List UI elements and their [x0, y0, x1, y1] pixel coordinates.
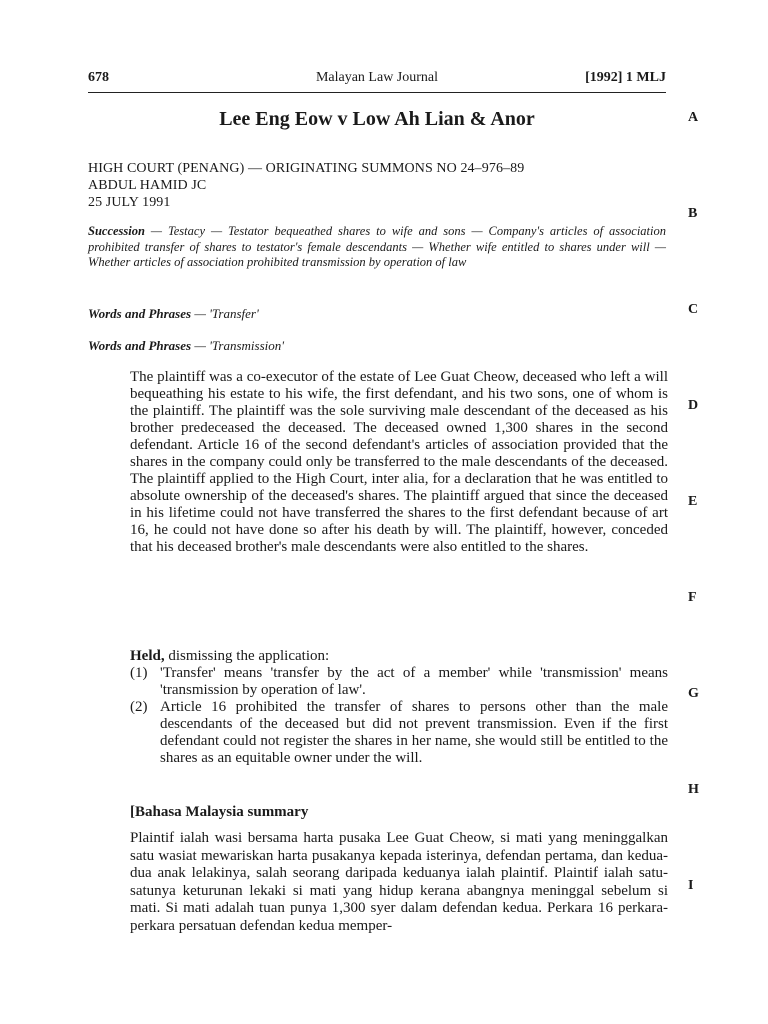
held-label: Held, — [130, 648, 165, 664]
summary-heading: [Bahasa Malaysia summary — [130, 804, 309, 820]
margin-letter-c: C — [688, 302, 699, 317]
headnote — [130, 369, 668, 556]
held-item-number: (1) — [130, 665, 148, 681]
margin-letter-a: A — [688, 110, 699, 125]
margin-letter-e: E — [688, 494, 698, 509]
court-details — [88, 160, 666, 211]
margin-letter-f: F — [688, 590, 697, 605]
words-phrases-heading: Words and Phrases — [88, 338, 192, 353]
judge-name: ABDUL HAMID JC — [88, 178, 207, 193]
catchword-text: — Testacy — Testator bequeathed shares to wife and sons — Company's articles of association prohibited transfer of shares to testator's female descendants — Whether wife entitled to shares under will — Whether articles of association prohibited transmission by operation of law — [88, 224, 666, 269]
margin-letter-h: H — [688, 782, 699, 797]
margin-letter-b: B — [688, 206, 698, 221]
journal-name: Malayan Law Journal — [315, 70, 439, 85]
margin-letter-g: G — [688, 686, 699, 701]
held-intro — [130, 648, 668, 665]
margin-letter-d: D — [688, 398, 699, 413]
held-section — [130, 648, 668, 767]
report-citation: [1992] 1 MLJ — [585, 70, 666, 85]
words-phrases-transfer — [88, 306, 666, 322]
catchword-heading: Succession — [88, 224, 145, 238]
running-header — [88, 70, 666, 92]
headnote-paragraph: The plaintiff was a co-executor of the estate of Lee Guat Cheow, deceased who left a will bequeathing his estate to his wife, the first defendant, and his two sons, one of whom is the plaintiff. The plaintiff was the sole surviving male descendant of the deceased as his brother predeceased the deceased. The deceased owned 1,300 shares in the second defendant. Article 16 of the second defendant's articles of association provided that the shares in the company could only be transferred to the male descendants of the deceased. The plaintiff applied to the High Court, inter alia, for a declaration that he was entitled to absolute ownership of the deceased's shares. The plaintiff argued that since the deceased in his lifetime could not have transferred the shares to the first defendant because of art 16, he could not have done so after his death by will. The plaintiff, however, conceded that his deceased brother's male descendants were also entitled to the shares. — [130, 369, 668, 555]
summary-paragraph: Plaintif ialah wasi bersama harta pusaka Lee Guat Cheow, si mati yang meninggalkan satu wasiat mewariskan harta pusakanya kepada isterinya, defendan pertama, dan kedua-dua anak lelakinya, salah seorang daripada keduanya ialah plaintif. Plaintif ialah satu-satunya keturunan lekaki si mati yang hidup kerana abangnya meninggal sebelum si mati. Si mati adalah tuan punya 1,300 syer dalam defendan kedua. Perkara 16 perkara-perkara persatuan defendan kedua memper- — [130, 830, 668, 934]
catchwords — [88, 224, 666, 271]
held-item-text: Article 16 prohibited the transfer of shares to persons other than the male descendants of the deceased but did not prevent transmission. Even if the first defendant could not register the shares in her name, she would still be entitled to the shares as an equitable owner under the will. — [160, 699, 668, 766]
header-rule — [88, 92, 666, 93]
held-intro-text: dismissing the application: — [164, 648, 330, 664]
held-item — [130, 699, 668, 767]
summary-body — [130, 830, 668, 935]
court-line: HIGH COURT (PENANG) — ORIGINATING SUMMONS NO 24–976–89 — [88, 161, 525, 176]
held-list — [130, 665, 668, 767]
case-title: Lee Eng Eow v Low Ah Lian & Anor — [219, 108, 535, 130]
page-number: 678 — [88, 70, 109, 85]
judgment-date: 25 JULY 1991 — [88, 195, 171, 210]
margin-letter-i: I — [688, 878, 694, 893]
held-item — [130, 665, 668, 699]
words-phrases-term: — 'Transmission' — [191, 338, 285, 353]
words-phrases-term: — 'Transfer' — [191, 306, 259, 321]
words-phrases-heading: Words and Phrases — [88, 306, 192, 321]
words-phrases-transmission — [88, 338, 666, 354]
held-item-text: 'Transfer' means 'transfer by the act of a member' while 'transmission' means 'transmission by operation of law'. — [160, 665, 668, 698]
held-item-number: (2) — [130, 699, 148, 715]
